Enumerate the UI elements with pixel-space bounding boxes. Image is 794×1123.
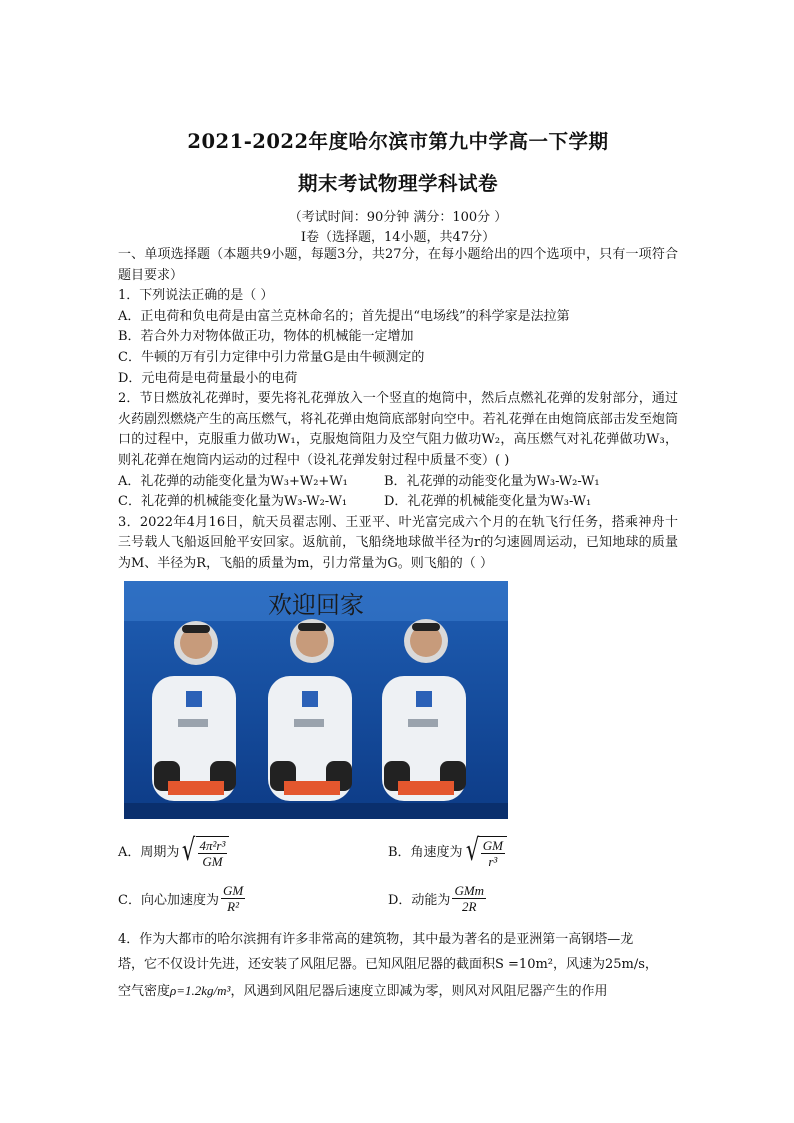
q3-option-d-label: D．动能为	[388, 893, 451, 908]
q3-c-denominator: R²	[227, 899, 239, 914]
exam-info: （考试时间：90分钟 满分：100分 ）	[288, 210, 508, 225]
q1-stem: 1．下列说法正确的是（ ）	[118, 288, 274, 304]
sqrt-symbol: √ $\frac{\text{4π²r³}}{GM}$	[179, 831, 229, 871]
q4-line3	[118, 977, 678, 1006]
photo-caption: 欢迎回家	[268, 590, 364, 619]
q3-d-numerator: GMm	[454, 883, 485, 898]
q3-a-fraction	[198, 838, 228, 869]
exam-title-line1: 2021-2022年度哈尔滨市第九中学高一下学期	[187, 130, 609, 153]
astronaut-photo	[124, 581, 508, 819]
exam-title-line2: 期末考试物理学科试卷	[297, 172, 498, 195]
question-1	[118, 286, 678, 389]
q1-option-a: A．正电荷和负电荷是由富兰克林命名的；首先提出“电场线”的科学家是法拉第	[118, 308, 570, 324]
air-density-formula: ρ=1.2kg/m³	[170, 982, 231, 998]
sqrt-symbol: √ $\frac{GM}{\text{r³}}$	[463, 831, 507, 871]
q3-b-denominator: r³	[488, 854, 498, 869]
q4-line3-pre: 空气密度	[118, 983, 171, 999]
q3-a-numerator: 4π²r³	[199, 838, 226, 853]
q4-line1: 4．作为大都市的哈尔滨拥有许多非常高的建筑物，其中最为著名的是亚洲第一高钢塔—龙	[118, 931, 634, 947]
q3-options-row1	[118, 827, 678, 875]
q2-options-row1	[118, 472, 678, 493]
q3-c-fraction	[221, 883, 245, 914]
q2-option-b: B．礼花弹的动能变化量为W₃-W₂-W₁	[384, 473, 600, 489]
part-info: I卷（选择题，14小题，共47分）	[300, 230, 496, 245]
q2-option-a: A．礼花弹的动能变化量为W₃+W₂+W₁	[118, 473, 348, 489]
q3-b-fraction	[481, 838, 505, 869]
q3-option-b	[388, 831, 507, 871]
q2-stem: 2．节日燃放礼花弹时，要先将礼花弹放入一个竖直的炮筒中，然后点燃礼花弹的发射部分，通过火药剧烈燃烧产生的高压燃气，将礼花弹由炮筒底部射向空中。若礼花弹在由炮筒底部击发至炮筒口的过程中，克服重力做功W₁，克服炮筒阻力及空气阻力做功W₂，高压燃气对礼花弹做功W₃，则礼花弹在炮筒内运动的过程中（设礼花弹发射过程中质量不变）( )	[118, 391, 678, 468]
question-4	[118, 927, 678, 1006]
q1-option-b: B．若合外力对物体做正功，物体的机械能一定增加	[118, 329, 414, 345]
question-2	[118, 389, 678, 513]
exam-page	[118, 126, 678, 1006]
question-3	[118, 513, 678, 923]
q4-line2: 塔，它不仅设计先进，还安装了风阻尼器。已知风阻尼器的截面积S =10m²，风速为25m/s，	[118, 956, 658, 972]
q3-a-denominator: GM	[202, 854, 223, 869]
q2-option-d: D．礼花弹的机械能变化量为W₃-W₁	[384, 494, 592, 510]
section1-intro: 一、单项选择题（本题共9小题，每题3分，共27分，在每小题给出的四个选项中，只有一项符合题目要求）	[118, 247, 678, 283]
q4-line3-post: ，风遇到风阻尼器后速度立即减为零，则风对风阻尼器产生的作用	[230, 983, 608, 999]
q3-options-row2	[118, 875, 678, 923]
q3-c-numerator: GM	[222, 883, 244, 898]
q3-option-c-label: C．向心加速度为	[118, 893, 219, 908]
q3-stem: 3．2022年4月16日，航天员翟志刚、王亚平、叶光富完成六个月的在轨飞行任务，搭乘神舟十三号载人飞船返回舱平安回家。返航前，飞船绕地球做半径为r的匀速圆周运动，已知地球的质量为M、半径为R，飞船的质量为m，引力常量为G。则飞船的（ ）	[118, 514, 678, 571]
q3-option-a	[118, 831, 388, 871]
q1-option-d: D．元电荷是电荷量最小的电荷	[118, 370, 298, 386]
q2-option-c: C．礼花弹的机械能变化量为W₃-W₂-W₁	[118, 494, 348, 510]
q3-d-denominator: 2R	[462, 899, 477, 914]
q3-option-c	[118, 883, 388, 914]
q3-d-fraction	[452, 883, 486, 914]
q1-option-c: C．牛顿的万有引力定律中引力常量G是由牛顿测定的	[118, 349, 425, 365]
q3-option-b-label: B．角速度为	[388, 845, 463, 860]
q3-option-d	[388, 883, 488, 914]
q3-b-numerator: GM	[482, 838, 503, 853]
q2-options-row2	[118, 492, 678, 513]
q3-option-a-label: A．周期为	[118, 845, 180, 860]
